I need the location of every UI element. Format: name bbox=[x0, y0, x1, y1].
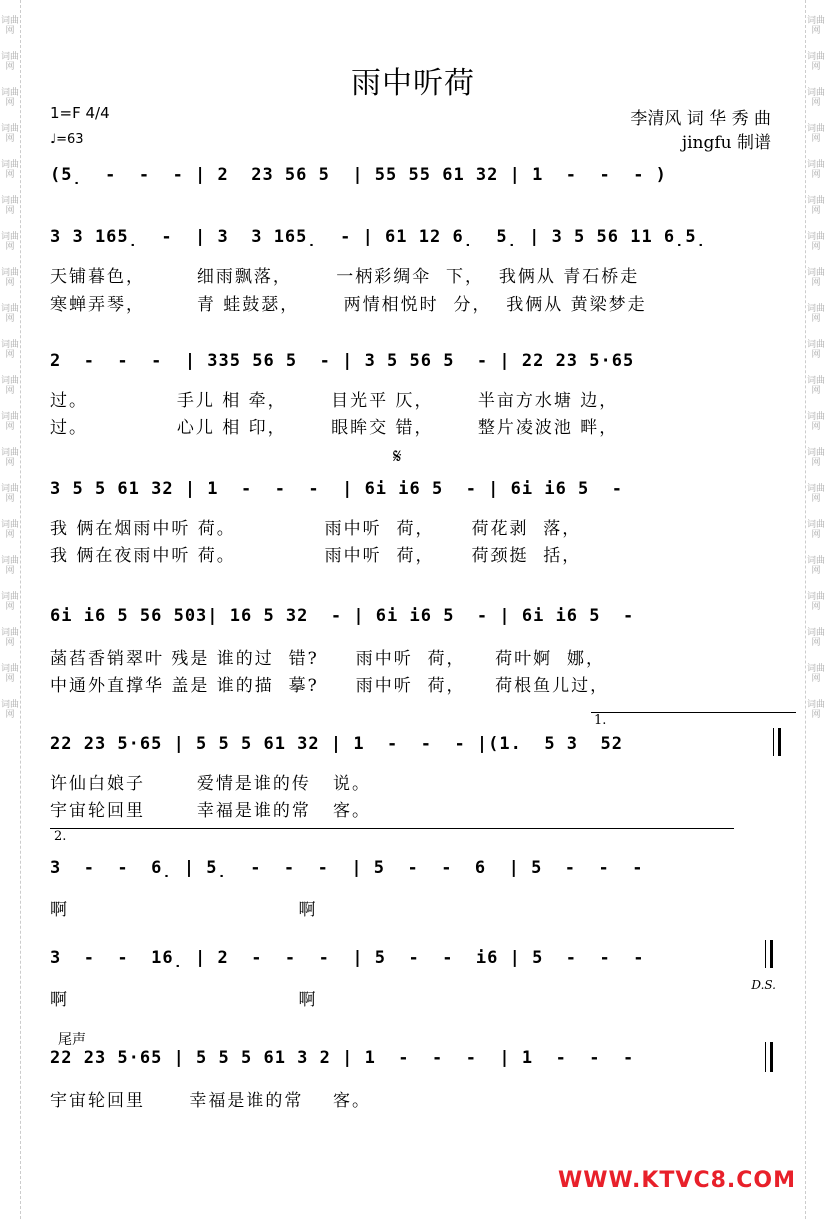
notation-row-6: 22 23 5·65 | 5 5 5 61 32 | 1 - - - |(1. 5 3 52 bbox=[50, 734, 623, 754]
lyric-row-5-verse-1: 菡萏香销翠叶 残是 谁的过 错? 雨中听 荷， 荷叶婀 娜， bbox=[50, 649, 605, 669]
song-title: 雨中听荷 bbox=[351, 66, 475, 101]
lyric-row-3-verse-2: 过。 心儿 相 印， 眼眸交 错， 整片凌波池 畔， bbox=[50, 418, 619, 438]
volta-1-label: 1. bbox=[594, 713, 607, 728]
lyric-row-6-verse-2: 宇宙轮回里 幸福是谁的常 客。 bbox=[50, 801, 372, 821]
volta-2-label: 2. bbox=[54, 829, 67, 844]
site-watermark: WWW.KTVC8.COM bbox=[558, 1168, 796, 1193]
notation-row-7: 3 - - 6̣ | 5̣ - - - | 5 - - 6 | 5 - - - bbox=[50, 858, 644, 878]
lyric-row-2-verse-1: 天铺暮色， 细雨飘落， 一柄彩绸伞 下， 我俩从 青石桥走 bbox=[50, 267, 640, 287]
left-watermark-strip: 词曲网 词曲网 词曲网 词曲网 词曲网 词曲网 词曲网 词曲网 词曲网 词曲网 词曲网 词曲网 词曲网 词曲网 词曲网 词曲网 词曲网 词曲网 词曲网 词曲网 bbox=[0, 0, 21, 1219]
lyric-row-5-verse-2: 中通外直撑华 盖是 谁的描 摹? 雨中听 荷， 荷根鱼儿过， bbox=[50, 676, 610, 696]
notation-row-2: 3 3 165̣ - | 3 3 165̣ - | 61 12 6̣ 5̣ | 3 5 56 11 6̣5̣ bbox=[50, 227, 707, 247]
notation-row-8: 3 - - 16̣ | 2 - - - | 5 - - i6 | 5 - - - bbox=[50, 948, 645, 968]
notation-row-5: 6i i6 5 56 503| 16 5 32 - | 6i i6 5 - | 6i i6 5 - bbox=[50, 606, 635, 626]
composer-credit: 李清风 词 华 秀 曲 bbox=[630, 109, 771, 129]
volta-2-bracket bbox=[50, 828, 734, 829]
tempo-marking: ♩=63 bbox=[50, 132, 84, 147]
right-watermark-strip: 词曲网 词曲网 词曲网 词曲网 词曲网 词曲网 词曲网 词曲网 词曲网 词曲网 词曲网 词曲网 词曲网 词曲网 词曲网 词曲网 词曲网 词曲网 词曲网 词曲网 bbox=[805, 0, 826, 1219]
lyric-row-4-verse-1: 我 俩在烟雨中听 荷。 雨中听 荷， 荷花剥 落， bbox=[50, 519, 582, 539]
notation-row-1: (5̣ - - - | 2 23 56 5 | 55 55 61 32 | 1 - - - ) bbox=[50, 165, 667, 185]
lyric-row-3-verse-1: 过。 手儿 相 牵， 目光平 仄， 半亩方水塘 边， bbox=[50, 391, 619, 411]
lyric-row-4-verse-2: 我 俩在夜雨中听 荷。 雨中听 荷， 荷颈挺 括， bbox=[50, 546, 582, 566]
lyric-row-2-verse-2: 寒蝉弄琴， 青 蛙鼓瑟， 两情相悦时 分， 我俩从 黄梁梦走 bbox=[50, 295, 647, 315]
ds-marking: D.S. bbox=[751, 978, 776, 992]
ds-barline bbox=[765, 940, 773, 968]
volta-1-bracket bbox=[591, 712, 796, 713]
segno-sign: 𝄋 bbox=[393, 444, 402, 468]
final-barline bbox=[765, 1042, 773, 1072]
key-signature: 1=F 4/4 bbox=[50, 104, 110, 122]
lyric-row-7: 啊 啊 bbox=[50, 900, 318, 920]
coda-label: 尾声 bbox=[58, 1032, 86, 1048]
lyric-row-6-verse-1: 许仙白娘子 爱情是谁的传 说。 bbox=[50, 774, 372, 794]
lyric-row-9: 宇宙轮回里 幸福是谁的常 客。 bbox=[50, 1091, 372, 1111]
notation-row-9: 22 23 5·65 | 5 5 5 61 3 2 | 1 - - - | 1 - - - bbox=[50, 1048, 635, 1068]
arranger-credit: jingfu 制谱 bbox=[681, 133, 771, 153]
notation-row-3: 2 - - - | 335 56 5 - | 3 5 56 5 - | 22 23 5·65 bbox=[50, 351, 635, 371]
lyric-row-8: 啊 啊 bbox=[50, 990, 318, 1010]
repeat-end-barline bbox=[773, 728, 781, 756]
notation-row-4: 3 5 5 61 32 | 1 - - - | 6i i6 5 - | 6i i6 5 - bbox=[50, 479, 623, 499]
